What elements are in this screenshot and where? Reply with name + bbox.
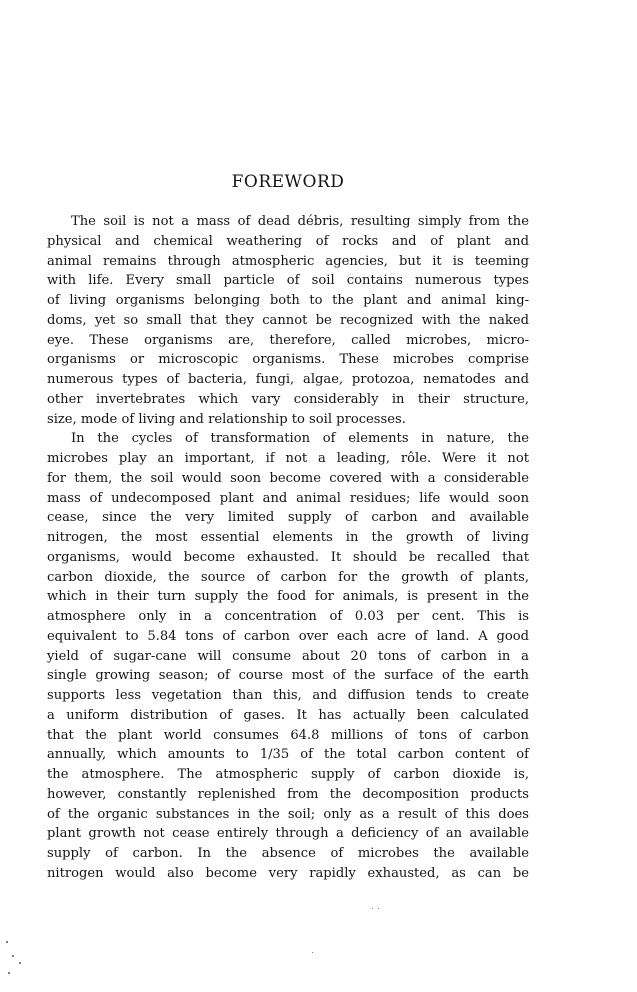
text-line: a uniform distribution of gases. It has actually been calculated — [47, 707, 529, 723]
text-line: carbon dioxide, the source of carbon for the growth of plants, — [47, 569, 529, 585]
text-line: In the cycles of transformation of elements in nature, the — [71, 431, 529, 447]
text-line: nitrogen would also become very rapidly exhausted, as can be — [47, 865, 529, 881]
text-line: equivalent to 5.84 tons of carbon over each acre of land. A good — [47, 628, 529, 644]
text-line: yield of sugar-cane will consume about 20 tons of carbon in a — [47, 648, 529, 664]
text-line: for them, the soil would soon become covered with a considerable — [47, 470, 529, 486]
text-line: doms, yet so small that they cannot be recognized with the naked — [47, 312, 529, 328]
text-line: cease, since the very limited supply of carbon and available — [47, 510, 529, 526]
text-line: size, mode of living and relationship to soil processes. — [47, 411, 406, 427]
text-line: mass of undecomposed plant and animal residues; life would soon — [47, 490, 529, 506]
text-line: atmosphere only in a concentration of 0.03 per cent. This is — [47, 609, 529, 624]
text-line: supports less vegetation than this, and diffusion tends to create — [47, 688, 529, 703]
text-line: microbes play an important, if not a leading, rôle. Were it not — [47, 451, 529, 466]
text-line: of living organisms belonging both to the plant and animal king- — [47, 293, 529, 308]
text-line: The soil is not a mass of dead débris, resulting simply from the — [71, 214, 529, 229]
text-line: the atmosphere. The atmospheric supply of carbon dioxide is, — [47, 767, 529, 782]
text-line: plant growth not cease entirely through a deficiency of an available — [47, 826, 529, 842]
text-line: of the organic substances in the soil; only as a result of this does — [47, 806, 529, 822]
scan-speck — [19, 962, 21, 964]
scan-speck — [8, 972, 10, 974]
text-line: organisms or microscopic organisms. These microbes comprise — [47, 352, 529, 368]
body-text — [47, 212, 529, 884]
text-line: numerous types of bacteria, fungi, algae, protozoa, nematodes and — [47, 372, 529, 387]
text-line: other invertebrates which vary considerably in their structure, — [47, 391, 529, 407]
text-line: that the plant world consumes 64.8 millions of tons of carbon — [47, 727, 529, 743]
text-line: organisms, would become exhausted. It should be recalled that — [47, 549, 529, 565]
scan-speck — [312, 952, 313, 953]
text-line: which in their turn supply the food for animals, is present in the — [47, 589, 529, 605]
text-line: supply of carbon. In the absence of microbes the available — [47, 846, 529, 861]
scan-speck — [6, 941, 8, 943]
text-line: nitrogen, the most essential elements in the growth of living — [47, 530, 529, 545]
text-line: however, constantly replenished from the decomposition products — [47, 786, 529, 802]
scan-speck — [378, 908, 379, 909]
text-line: animal remains through atmospheric agencies, but it is teeming — [47, 253, 529, 269]
text-line: with life. Every small particle of soil contains numerous types — [47, 273, 529, 289]
text-line: eye. These organisms are, therefore, called microbes, micro- — [47, 332, 529, 348]
text-line: annually, which amounts to 1/35 of the total carbon content of — [47, 747, 529, 763]
scan-speck — [372, 908, 373, 909]
text-line: single growing season; of course most of the surface of the earth — [47, 668, 529, 684]
page-title: FOREWORD — [231, 172, 345, 192]
scan-speck — [12, 955, 14, 957]
text-line: physical and chemical weathering of rocks and of plant and — [47, 233, 529, 249]
